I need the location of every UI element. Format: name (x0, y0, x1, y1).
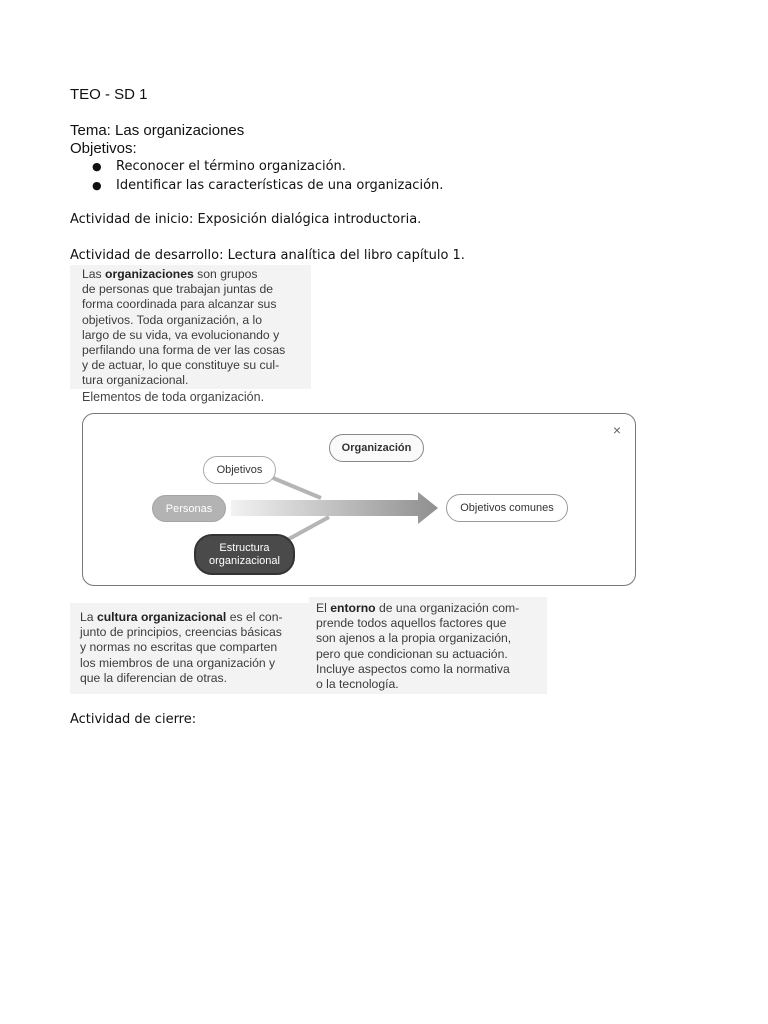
diagram-caption: Elementos de toda organización. (82, 390, 265, 404)
excerpt-line: que la diferencian de otras. (80, 670, 228, 685)
topic-line: Tema: Las organizaciones (70, 122, 245, 139)
objectives-list (92, 157, 443, 195)
excerpt-line: o la tecnología. (316, 677, 399, 692)
bullet-icon: ● (92, 179, 102, 192)
excerpt-line: objetivos. Toda organización, a lo (82, 312, 262, 327)
node-personas: Personas (152, 495, 226, 522)
closing-activity: Actividad de cierre: (70, 712, 197, 727)
excerpt-line: los miembros de una organización y (80, 655, 276, 670)
close-icon[interactable]: × (612, 422, 621, 438)
main-arrow-icon (231, 492, 438, 524)
development-activity: Actividad de desarrollo: Lectura analítica del libro capítulo 1. (70, 248, 465, 263)
excerpt-line: y normas no escritas que comparten (80, 640, 278, 655)
objectives-label: Objetivos: (70, 140, 137, 157)
excerpt-line: de personas que trabajan juntas de (82, 282, 274, 297)
excerpt-line: pero que condicionan su actuación. (316, 646, 508, 661)
entorno-box (309, 597, 547, 694)
cultura-organizacional-box (70, 603, 310, 694)
excerpt-line: tura organizacional. (82, 373, 189, 388)
node-objetivos: Objetivos (203, 456, 276, 484)
excerpt-line: son ajenos a la propia organización, (316, 631, 512, 646)
term-organizaciones: organizaciones (105, 267, 194, 281)
objective-text: Identificar las características de una organización. (116, 178, 444, 193)
list-item (92, 157, 443, 176)
term-entorno: entorno (330, 601, 376, 615)
excerpt-line: y de actuar, lo que constituye su cul- (82, 358, 280, 373)
objective-text: Reconocer el término organización. (116, 159, 346, 174)
excerpt-line: Incluye aspectos como la normativa (316, 661, 510, 676)
node-organizacion: Organización (329, 434, 424, 462)
document-title: TEO - SD 1 (70, 86, 148, 103)
excerpt-line: La cultura organizacional es el con- (80, 610, 283, 624)
node-label-line: Estructura (219, 541, 270, 554)
organization-elements-diagram (82, 413, 636, 586)
node-label-line: organizacional (209, 554, 280, 567)
excerpt-line: prende todos aquellos factores que (316, 616, 507, 631)
opening-activity: Actividad de inicio: Exposición dialógica introductoria. (70, 212, 422, 227)
excerpt-line: forma coordinada para alcanzar sus (82, 297, 277, 312)
connector-estructura (287, 517, 329, 540)
term-cultura: cultura organizacional (96, 610, 227, 624)
book-excerpt-organizaciones (70, 265, 311, 389)
excerpt-line: junto de principios, creencias básicas (80, 625, 282, 640)
node-objetivos-comunes: Objetivos comunes (446, 494, 568, 522)
connector-objetivos (273, 478, 321, 498)
node-estructura-organizacional (194, 534, 295, 575)
excerpt-line: El entorno de una organización com- (316, 601, 520, 615)
bullet-icon: ● (92, 160, 102, 173)
list-item (92, 176, 443, 195)
excerpt-line: perfilando una forma de ver las cosas (82, 343, 286, 358)
excerpt-line: largo de su vida, va evolucionando y (82, 327, 280, 342)
excerpt-line: Las organizaciones son grupos (82, 267, 258, 281)
